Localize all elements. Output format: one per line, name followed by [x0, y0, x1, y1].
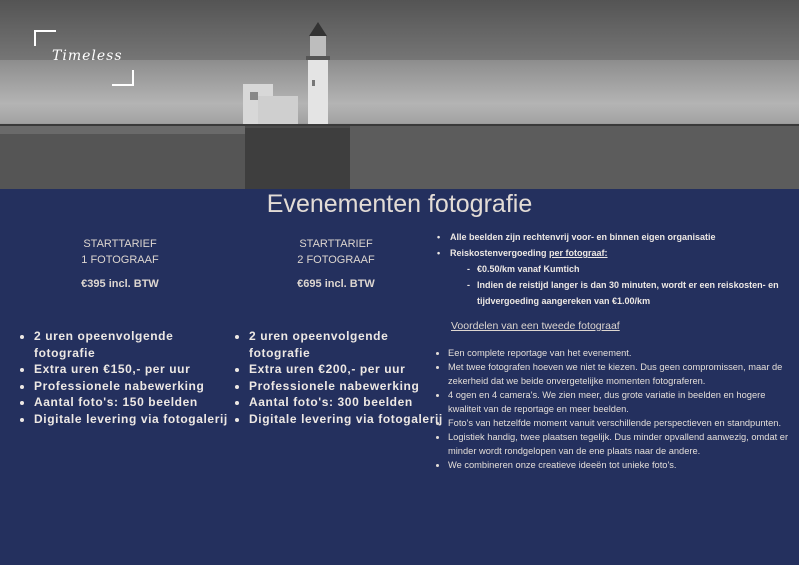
travel-note [437, 245, 787, 261]
hero-photo [0, 0, 799, 189]
advantage-item: • Foto's van hetzelfde moment vanuit verschillende perspectieven en standpunten. [448, 416, 796, 430]
feature-item: • Aantal foto's: 150 beelden [34, 394, 229, 411]
package-1-photographers: 1 FOTOGRAAF [81, 254, 159, 266]
logo-text: Timeless [52, 48, 123, 64]
feature-item: • Digitale levering via fotogalerij [34, 411, 229, 428]
travel-sub-item: - €0.50/km vanaf Kumtich [467, 264, 580, 274]
advantage-item: • Een complete reportage van het evenement. [448, 346, 796, 360]
advantage-item: • Logistiek handig, twee plaatsen tegelijk. Dus minder opvallend aanwezig, omdat er minder wordt rondgelopen van de ene plaats naar de andere. [448, 430, 796, 458]
feature-item: • Professionele nabewerking [249, 378, 444, 395]
advantage-item: • Met twee fotografen hoeven we niet te kiezen. Dus geen compromissen, maar de zekerheid dat we beide onvergetelijke momenten fotograferen. [448, 360, 796, 388]
travel-sub-text: Indien de reistijd langer is dan 30 minuten, wordt er een reiskosten- en tijdvergoeding aangereken van €1.00/km [477, 280, 779, 306]
package-2-price: €695 incl. BTW [297, 278, 375, 290]
lighthouse-pier-image [0, 0, 799, 189]
feature-item: • Digitale levering via fotogalerij [249, 411, 444, 428]
page-title: Evenementen fotografie [266, 190, 533, 218]
travel-sub-item: - Indien de reistijd langer is dan 30 minuten, wordt er een reiskosten- en tijdvergoeding aangereken van €1.00/km [467, 280, 779, 306]
terms-block [437, 229, 787, 309]
timeless-logo [34, 30, 134, 86]
feature-item: • 2 uren opeenvolgende fotografie [34, 328, 229, 361]
travel-sub-text: €0.50/km vanaf Kumtich [477, 264, 580, 274]
advantage-item: • We combineren onze creatieve ideeën tot unieke foto's. [448, 458, 796, 472]
package-2-price-block [256, 236, 416, 292]
feature-item: • 2 uren opeenvolgende fotografie [249, 328, 444, 361]
advantage-item: • 4 ogen en 4 camera's. We zien meer, dus grote variatie in beelden en hogere kwaliteit van de reportage en meer beelden. [448, 388, 796, 416]
travel-prefix: Reiskostenvergoeding [450, 248, 550, 258]
package-1-price-block [40, 236, 200, 292]
logo-corner-top-left [34, 30, 56, 46]
feature-item: • Professionele nabewerking [34, 378, 229, 395]
advantages-list [437, 346, 796, 472]
advantages-link[interactable]: Voordelen van een tweede fotograaf [451, 320, 620, 332]
package-2-features [235, 328, 444, 427]
travel-underlined: per fotograaf: [549, 248, 608, 258]
feature-item: • Extra uren €200,- per uur [249, 361, 444, 378]
feature-item: • Aantal foto's: 300 beelden [249, 394, 444, 411]
package-1-price: €395 incl. BTW [81, 278, 159, 290]
package-2-label: STARTTARIEF [299, 238, 373, 250]
logo-corner-bottom-right [112, 70, 134, 86]
package-1-label: STARTTARIEF [83, 238, 157, 250]
rights-note: • Alle beelden zijn rechtenvrij voor- en binnen eigen organisatie [437, 229, 787, 245]
package-1-features [20, 328, 229, 427]
feature-item: • Extra uren €150,- per uur [34, 361, 229, 378]
package-2-photographers: 2 FOTOGRAAF [297, 254, 375, 266]
